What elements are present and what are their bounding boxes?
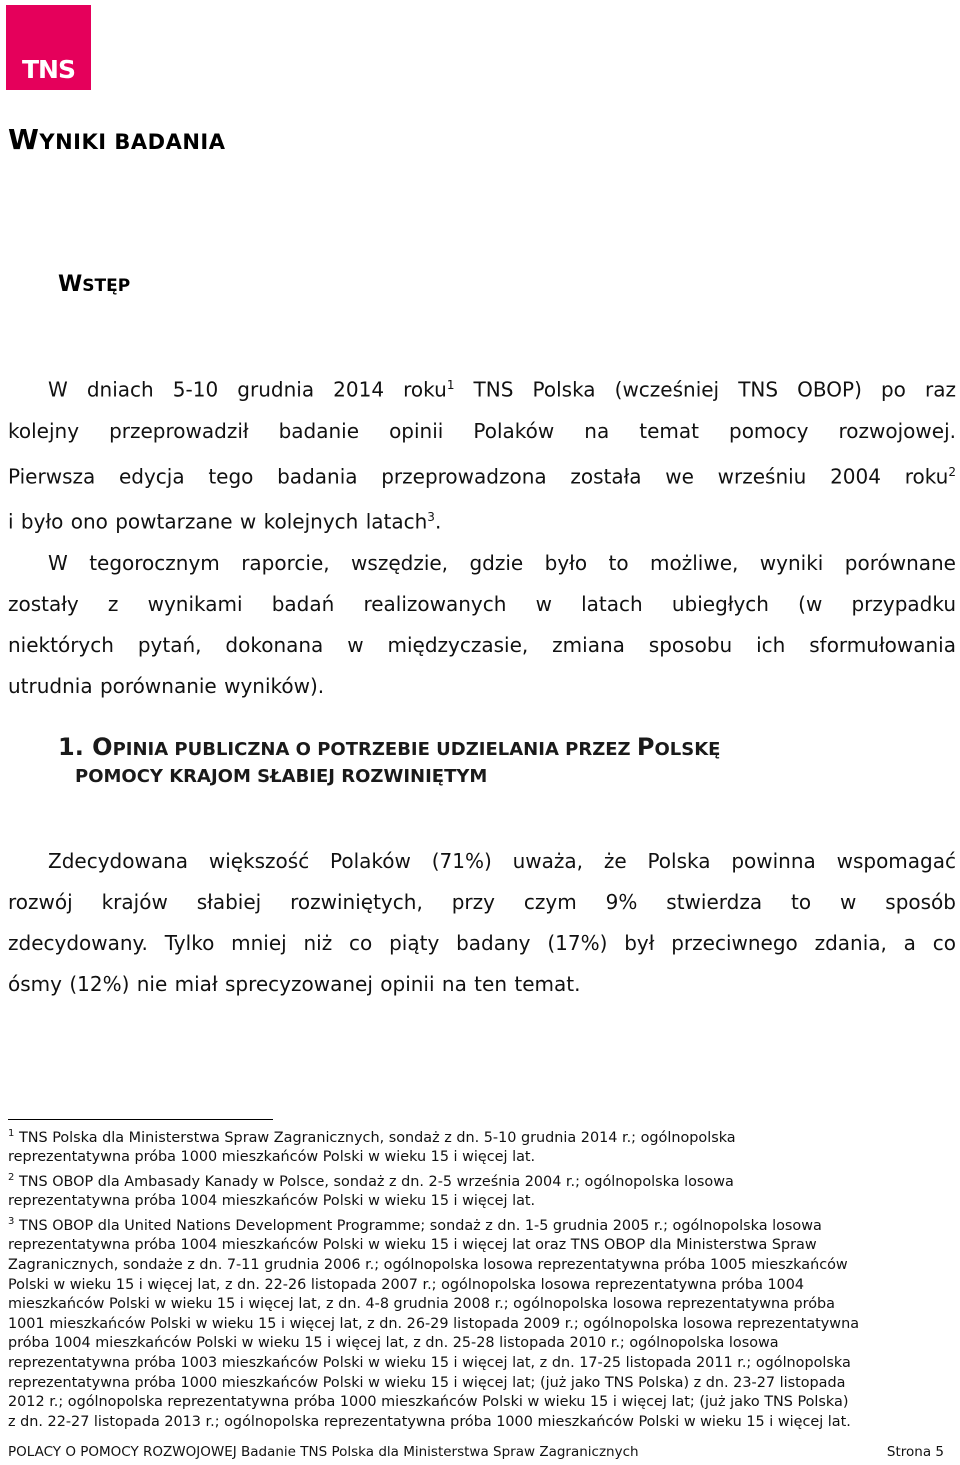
intro-line: Pierwsza edycja tego badania przeprowadzona została we wrześniu 2004 roku$^2$ <box>8 464 956 489</box>
intro-line: zostały z wynikami badań realizowanych w latach ubiegłych (w przypadku <box>8 591 956 616</box>
footnote-1: $^1$ TNS Polska dla Ministerstwa Spraw Zagranicznych, sondaż z dn. 5-10 grudnia 2014 r.; ogólnopolska <box>8 1128 736 1146</box>
logo-text: TNS <box>22 55 75 84</box>
footnote-3-cont: próba 1004 mieszkańców Polski w wieku 15 i więcej lat, z dn. 25-28 listopada 2010 r.; ogólnopolska losowa <box>8 1335 779 1352</box>
intro-line: W dniach 5-10 grudnia 2014 roku$^1$ TNS Polska (wcześniej TNS OBOP) po raz <box>48 377 956 402</box>
footnote-ref-1: 1 <box>446 378 455 392</box>
page-footer <box>8 1444 944 1460</box>
footnote-ref-2: 2 <box>948 464 956 479</box>
footnote-3-cont: Zagranicznych, sondaże z dn. 7-11 grudnia 2006 r.; ogólnopolska losowa reprezentatywna próba 1005 mieszkańców <box>8 1256 848 1273</box>
section-1-line: zdecydowany. Tylko mniej niż co piąty badany (17%) był przeciwnego zdania, a co <box>8 931 956 955</box>
page-title: WYNIKI BADANIA <box>8 123 226 156</box>
footnote-3-cont: 1001 mieszkańców Polski w wieku 15 i więcej lat, z dn. 26-29 listopada 2009 r.; ogólnopolska losowa reprezentatywna <box>8 1315 860 1332</box>
intro-paragraph <box>8 365 956 707</box>
footnote-3-cont: reprezentatywna próba 1000 mieszkańców Polski w wieku 15 i więcej lat; (już jako TNS Polska) z dn. 23-27 listopada <box>8 1374 846 1391</box>
footnotes <box>8 1124 956 1432</box>
footnote-3-cont: z dn. 22-27 listopada 2013 r.; ogólnopolska reprezentatywna próba 1000 mieszkańców Polski w wieku 15 i więcej lat. <box>8 1413 851 1430</box>
intro-line: i było ono powtarzane w kolejnych latach$^3$. <box>8 509 442 534</box>
footnote-2-cont: reprezentatywna próba 1004 mieszkańców Polski w wieku 15 i więcej lat. <box>8 1193 536 1210</box>
footnote-3: $^3$ TNS OBOP dla United Nations Development Programme; sondaż z dn. 1-5 grudnia 2005 r.; ogólnopolska losowa <box>8 1215 822 1234</box>
footnote-3-cont: mieszkańców Polski w wieku 15 i więcej lat, z dn. 4-8 grudnia 2008 r.; ogólnopolska losowa reprezentatywna próba <box>8 1296 835 1313</box>
tns-logo <box>6 5 91 90</box>
intro-line: kolejny przeprowadził badanie opinii Polaków na temat pomocy rozwojowej. <box>8 418 956 443</box>
section-1-line: ósmy (12%) nie miał sprecyzowanej opinii na ten temat. <box>8 972 581 996</box>
section-1-line: Zdecydowana większość Polaków (71%) uważa, że Polska powinna wspomagać <box>48 849 956 873</box>
footnote-3-cont: 2012 r.; ogólnopolska reprezentatywna próba 1000 mieszkańców Polski w wieku 15 i więcej lat; (już jako TNS Polska) <box>8 1394 849 1411</box>
footnote-3-cont: reprezentatywna próba 1003 mieszkańców Polski w wieku 15 i więcej lat, z dn. 17-25 listopada 2011 r.; ogólnopolska <box>8 1354 851 1371</box>
intro-line: niektórych pytań, dokonana w międzyczasie, zmiana sposobu ich sformułowania <box>8 632 956 657</box>
intro-line: utrudnia porównanie wyników). <box>8 673 325 698</box>
page-number: Strona 5 <box>886 1444 944 1460</box>
footer-title: POLACY O POMOCY ROZWOJOWEJ Badanie TNS Polska dla Ministerstwa Spraw Zagranicznych <box>8 1444 639 1460</box>
section-title-intro: WSTĘP <box>58 272 131 297</box>
footnote-2: $^2$ TNS OBOP dla Ambasady Kanady w Polsce, sondaż z dn. 2-5 września 2004 r.; ogólnopolska losowa <box>8 1171 734 1190</box>
footnote-divider <box>8 1119 273 1120</box>
section-1-line: rozwój krajów słabiej rozwiniętych, przy czym 9% stwierdza to w sposób <box>8 890 956 914</box>
footnote-3-cont: Polski w wieku 15 i więcej lat, z dn. 22-26 listopada 2007 r.; ogólnopolska losowa reprezentatywna próba 1004 <box>8 1276 805 1293</box>
section-1-heading: 1. OPINIA PUBLICZNA O POTRZEBIE UDZIELANIA PRZEZ POLSKĘ POMOCY KRAJOM SŁABIEJ ROZWINIĘTYM <box>58 733 721 787</box>
footnote-1-cont: reprezentatywna próba 1000 mieszkańców Polski w wieku 15 i więcej lat. <box>8 1149 536 1166</box>
intro-line: W tegorocznym raporcie, wszędzie, gdzie było to możliwe, wyniki porównane <box>48 550 956 575</box>
section-1-heading-line2: POMOCY KRAJOM SŁABIEJ ROZWINIĘTYM <box>75 766 488 787</box>
section-1-paragraph <box>8 841 956 1005</box>
footnote-ref-3: 3 <box>427 510 435 525</box>
footnote-3-cont: reprezentatywna próba 1004 mieszkańców Polski w wieku 15 i więcej lat oraz TNS OBOP dla Ministerstwa Spraw <box>8 1237 817 1254</box>
